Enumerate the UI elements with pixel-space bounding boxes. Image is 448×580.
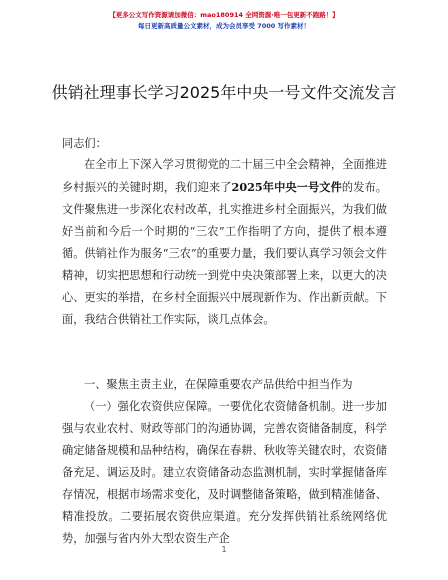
paragraph-intro-start: 在全市上下深入学习贯彻党的二十届三中全会精神，全面推进乡村振兴的关键时期，我们迎来了: [62, 158, 387, 194]
page-number: 1: [221, 545, 227, 554]
promo-line-1: 【更多公文写作资源请加微信：mao180914 全网资源·唯一包更新不跑路！】: [109, 11, 339, 19]
document-title: 供销社理事长学习2025年中央一号文件交流发言: [51, 83, 397, 102]
paragraph-intro-end: 的发布。文件聚焦进一步深化农村改革，扎实推进乡村全面振兴，为我们做好当前和今后一个时期的“三农”工作指明了方向，提供了根本遵循。供销社作为服务“三农”的重要力量，我们要认真学习领会文件精神，切实把思想和行动统一到党中央决策部署上来，以更大的决心、更实的举措，在乡村全面振兴中展现新作为、作出新贡献。下面，我结合供销社工作实际，谈几点体会。: [62, 181, 387, 326]
greeting: 同志们：: [62, 137, 107, 150]
paragraph-section-1: （一）强化农资供应保障。一要优化农资储备机制。进一步加强与农业农村、财政等部门的沟通协调，完善农资储备制度，科学确定储备规模和品种结构，确保在春耕、秋收等关键农时，农资储备充足、调运及时。建立农资储备动态监测机制，实时掌握储备库存情况，根据市场需求变化，及时调整储备策略，做到精准储备、精准投放。二要拓展农资供应渠道。充分发挥供销社系统网络优势，加强与省内外大型农资生产企: [62, 400, 387, 545]
promo-banner: [0, 0, 448, 50]
highlighted-text: 2025年中央一号文件: [231, 180, 342, 194]
section-heading-1: 一、聚焦主责主业，在保障重要农产品供给中担当作为: [84, 378, 353, 391]
promo-line-2: 每日更新高质量公文素材，成为会员享受 7000 写作素材！: [137, 22, 311, 30]
paragraph-intro: [62, 154, 387, 331]
